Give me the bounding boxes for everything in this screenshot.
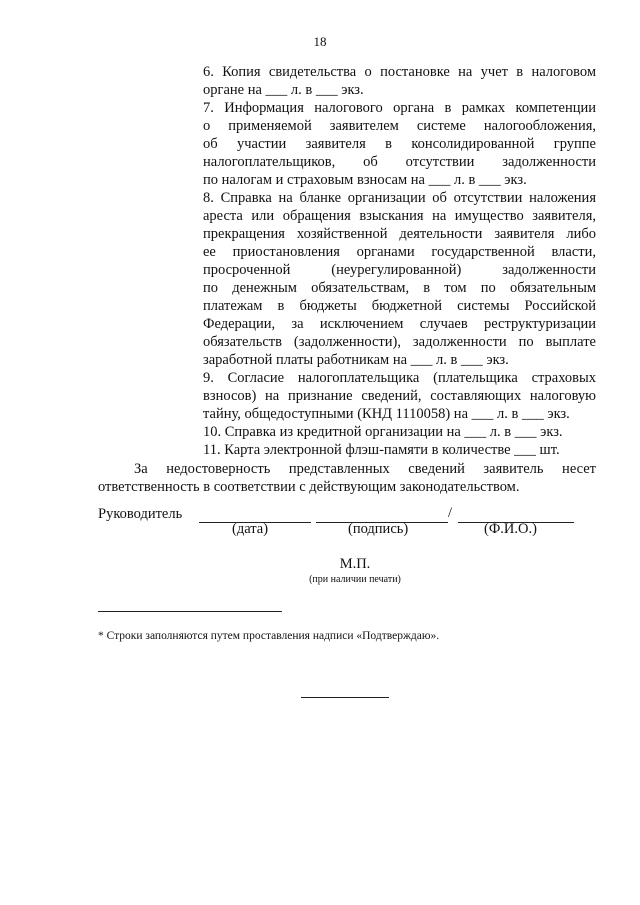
list-line: по денежным обязательствам, в том по обязательным: [203, 280, 596, 296]
signature-label: Руководитель: [98, 506, 183, 522]
name-caption: (Ф.И.О.): [484, 521, 537, 537]
list-line: 7. Информация налогового органа в рамках компетенции: [203, 100, 596, 116]
stamp-note: (при наличии печати): [309, 574, 401, 585]
list-line: ареста или обращения взыскания на имущество заявителя,: [203, 208, 596, 224]
footnote-divider: [98, 611, 282, 612]
list-line: 9. Согласие налогоплательщика (плательщика страховых: [203, 370, 596, 386]
footnote: * Строки заполняются путем проставления надписи «Подтверждаю».: [98, 630, 440, 642]
list-line: обязательств (задолженности), задолженности по выплате: [203, 334, 596, 350]
end-divider: [301, 697, 389, 698]
list-line: налогоплательщиков, об отсутствии задолженности: [203, 154, 596, 170]
list-line: по налогам и страховым взносам на ___ л. в ___ экз.: [203, 172, 527, 188]
list-line: органе на ___ л. в ___ экз.: [203, 82, 364, 98]
list-line: 11. Карта электронной флэш-памяти в количестве ___ шт.: [203, 442, 560, 458]
list-line: 6. Копия свидетельства о постановке на учет в налоговом: [203, 64, 596, 80]
list-line: взносов) на признание сведений, составляющих налоговую: [203, 388, 596, 404]
attachments-list: [203, 63, 596, 459]
signature-caption: (подпись): [348, 521, 409, 537]
list-line: ее приостановления органами государственной власти,: [203, 244, 596, 260]
list-line: платежам в бюджеты бюджетной системы Российской: [203, 298, 596, 314]
list-line: тайну, общедоступными (КНД 1110058) на ___ л. в ___ экз.: [203, 406, 570, 422]
list-line: просроченной (неурегулированной) задолженности: [203, 262, 596, 278]
list-line: о применяемой заявителем системе налогообложения,: [203, 118, 596, 134]
list-line: 8. Справка на бланке организации об отсутствии наложения: [203, 190, 596, 206]
list-line: об участии заявителя в консолидированной группе: [203, 136, 596, 152]
stamp-label: М.П.: [339, 556, 371, 572]
signature-slash: /: [448, 505, 453, 521]
date-caption: (дата): [232, 521, 269, 537]
list-line: заработной платы работникам на ___ л. в ___ экз.: [203, 352, 509, 368]
responsibility-statement: [98, 460, 596, 496]
page-number: 18: [313, 34, 327, 49]
list-line: 10. Справка из кредитной организации на ___ л. в ___ экз.: [203, 424, 563, 440]
list-line: Федерации, за исключением случаев реструктуризации: [203, 316, 596, 332]
list-line: прекращения хозяйственной деятельности заявителя либо: [203, 226, 596, 242]
statement-text: За недостоверность представленных сведений заявитель несет ответственность в соответствии с действующим законодательством.: [98, 461, 596, 495]
